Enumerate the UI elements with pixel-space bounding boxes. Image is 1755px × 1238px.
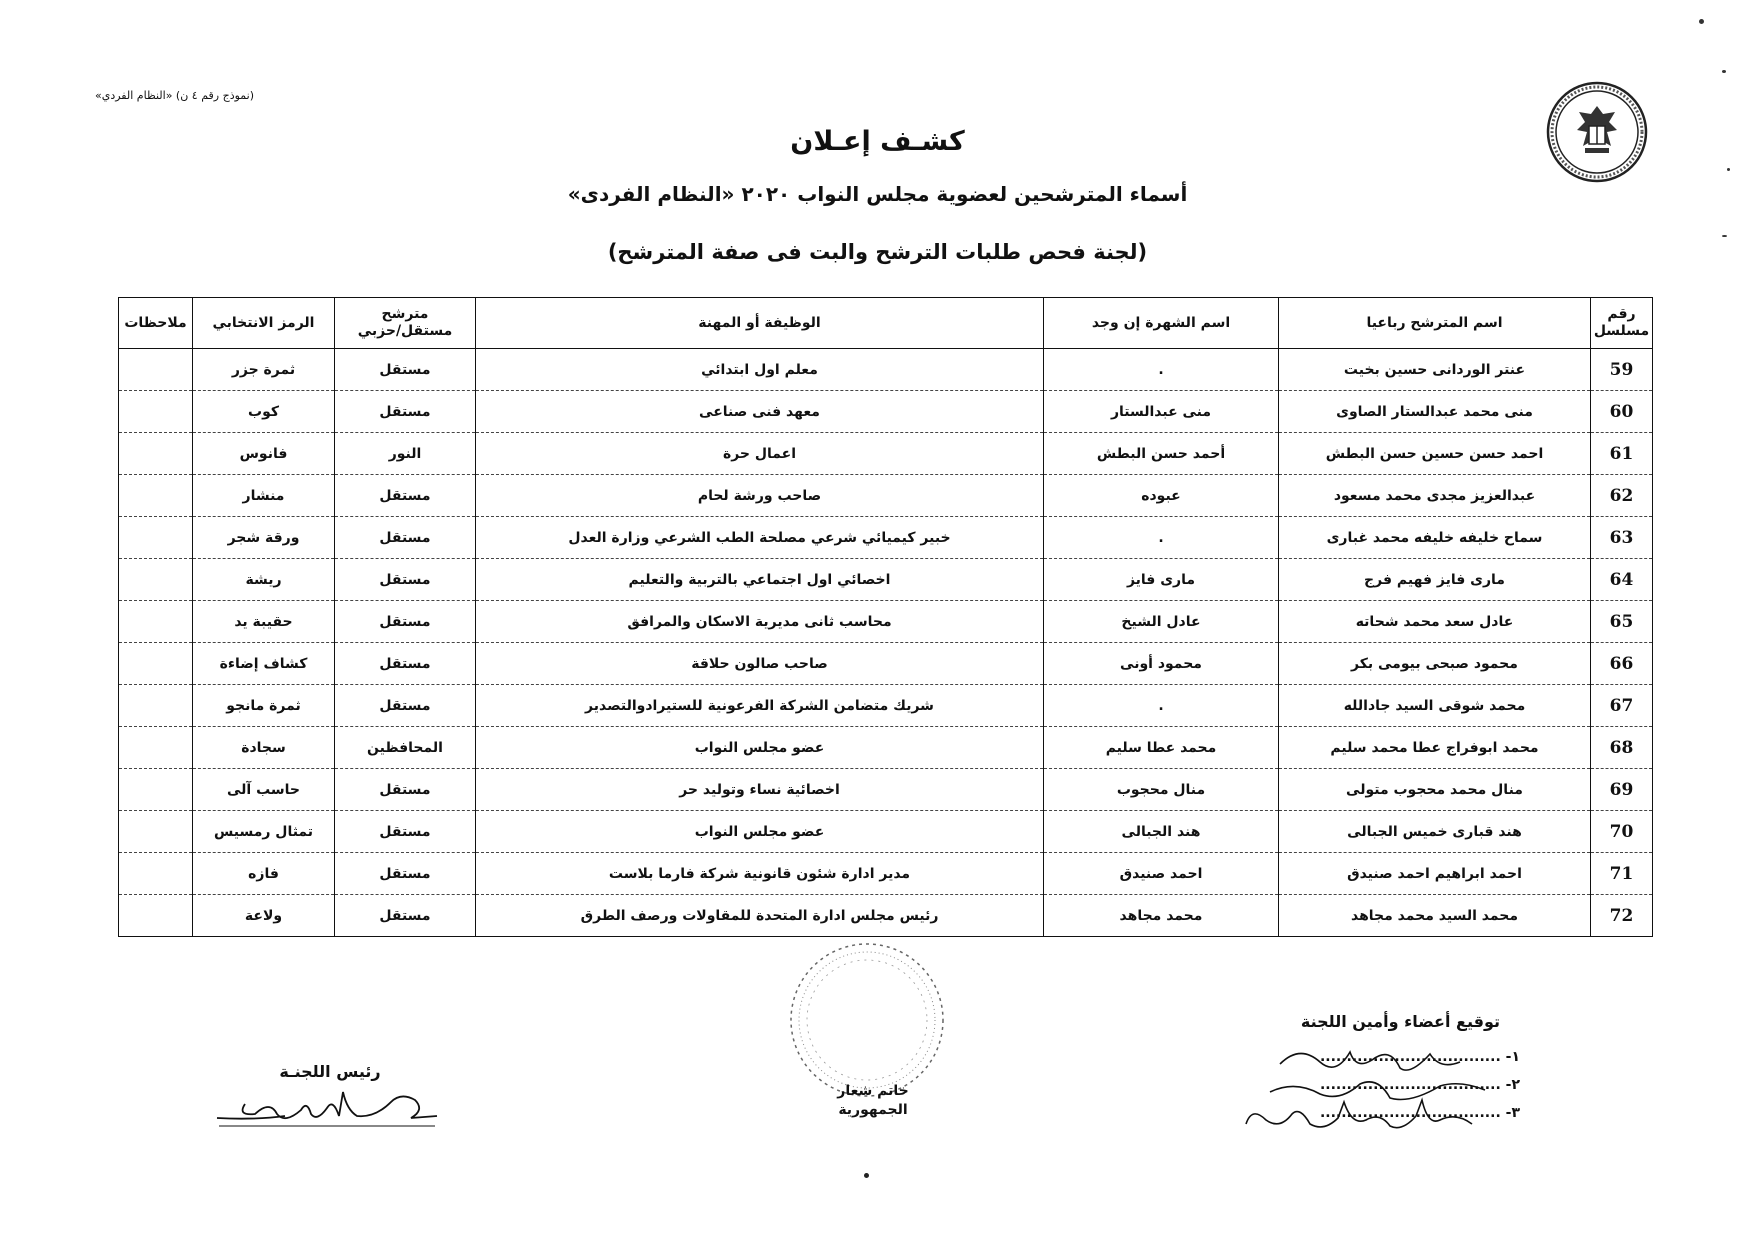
table-row xyxy=(119,349,1653,391)
cell-nickname: محمد عطا سليم xyxy=(1044,727,1279,769)
cell-name: هند قبارى خميس الجبالى xyxy=(1279,811,1591,853)
header-notes: ملاحظات xyxy=(119,298,193,349)
cell-occupation: صاحب ورشة لحام xyxy=(476,475,1044,517)
table-row xyxy=(119,685,1653,727)
cell-affiliation: مستقل xyxy=(335,349,476,391)
table-row xyxy=(119,727,1653,769)
cell-serial: 66 xyxy=(1591,643,1653,685)
cell-notes xyxy=(119,769,193,811)
cell-notes xyxy=(119,433,193,475)
cell-notes xyxy=(119,643,193,685)
cell-symbol: سجادة xyxy=(193,727,335,769)
header-symbol: الرمز الانتخابي xyxy=(193,298,335,349)
cell-notes xyxy=(119,853,193,895)
cell-occupation: خبير كيميائي شرعي مصلحة الطب الشرعي وزارة العدل xyxy=(476,517,1044,559)
cell-affiliation: مستقل xyxy=(335,685,476,727)
cell-serial: 64 xyxy=(1591,559,1653,601)
cell-nickname: . xyxy=(1044,685,1279,727)
table-row xyxy=(119,559,1653,601)
cell-serial: 59 xyxy=(1591,349,1653,391)
candidates-table xyxy=(118,297,1653,937)
chair-label: رئيس اللجنـة xyxy=(279,1062,381,1081)
table-row xyxy=(119,475,1653,517)
cell-name: احمد ابراهيم احمد صنيدق xyxy=(1279,853,1591,895)
cell-affiliation: مستقل xyxy=(335,853,476,895)
cell-affiliation: مستقل xyxy=(335,517,476,559)
page-subtitle: أسماء المترشحين لعضوية مجلس النواب ٢٠٢٠ «النظام الفردى» xyxy=(567,182,1188,206)
cell-serial: 69 xyxy=(1591,769,1653,811)
cell-occupation: اخصائية نساء وتوليد حر xyxy=(476,769,1044,811)
cell-notes xyxy=(119,349,193,391)
cell-affiliation: النور xyxy=(335,433,476,475)
header-nickname: اسم الشهرة إن وجد xyxy=(1044,298,1279,349)
cell-nickname: احمد صنيدق xyxy=(1044,853,1279,895)
table-row xyxy=(119,433,1653,475)
cell-occupation: عضو مجلس النواب xyxy=(476,811,1044,853)
cell-notes xyxy=(119,475,193,517)
cell-symbol: تمثال رمسيس xyxy=(193,811,335,853)
cell-affiliation: مستقل xyxy=(335,559,476,601)
table-row xyxy=(119,811,1653,853)
cell-symbol: ولاعة xyxy=(193,895,335,937)
cell-notes xyxy=(119,391,193,433)
cell-notes xyxy=(119,601,193,643)
cell-name: سماح خليفه خليفه محمد غبارى xyxy=(1279,517,1591,559)
cell-serial: 63 xyxy=(1591,517,1653,559)
cell-symbol: فازه xyxy=(193,853,335,895)
cell-occupation: معهد فنى صناعى xyxy=(476,391,1044,433)
cell-nickname: مارى فايز xyxy=(1044,559,1279,601)
table-row xyxy=(119,853,1653,895)
republic-seal-stamp xyxy=(787,940,947,1100)
cell-occupation: عضو مجلس النواب xyxy=(476,727,1044,769)
table-row xyxy=(119,643,1653,685)
cell-occupation: مدير ادارة شئون قانونية شركة فارما بلاست xyxy=(476,853,1044,895)
cell-symbol: كوب xyxy=(193,391,335,433)
cell-name: عنتر الوردانى حسين بخيت xyxy=(1279,349,1591,391)
cell-nickname: محمود أونى xyxy=(1044,643,1279,685)
table-row xyxy=(119,601,1653,643)
chair-signature xyxy=(215,1080,440,1136)
cell-affiliation: مستقل xyxy=(335,391,476,433)
cell-notes xyxy=(119,559,193,601)
cell-name: منال محمد محجوب متولى xyxy=(1279,769,1591,811)
cell-name: مارى فايز فهيم فرج xyxy=(1279,559,1591,601)
cell-occupation: محاسب ثانى مديرية الاسكان والمرافق xyxy=(476,601,1044,643)
cell-nickname: . xyxy=(1044,349,1279,391)
scan-speck xyxy=(1727,168,1730,171)
cell-affiliation: مستقل xyxy=(335,475,476,517)
cell-name: عادل سعد محمد شحاته xyxy=(1279,601,1591,643)
cell-nickname: منى عبدالستار xyxy=(1044,391,1279,433)
cell-nickname: هند الجبالى xyxy=(1044,811,1279,853)
cell-name: عبدالعزيز مجدى محمد مسعود xyxy=(1279,475,1591,517)
candidates-table-container xyxy=(118,297,1652,937)
cell-occupation: شريك متضامن الشركة الفرعونية للستيرادوالتصدير xyxy=(476,685,1044,727)
cell-symbol: فانوس xyxy=(193,433,335,475)
cell-occupation: اخصائي اول اجتماعي بالتربية والتعليم xyxy=(476,559,1044,601)
cell-nickname: عبوده xyxy=(1044,475,1279,517)
header-occupation: الوظيفة أو المهنة xyxy=(476,298,1044,349)
cell-nickname: أحمد حسن البطش xyxy=(1044,433,1279,475)
scan-speck xyxy=(1722,70,1726,73)
cell-occupation: رئيس مجلس ادارة المتحدة للمقاولات ورصف الطرق xyxy=(476,895,1044,937)
header-serial: رقم مسلسل xyxy=(1591,298,1653,349)
table-body xyxy=(119,349,1653,937)
cell-symbol: ثمرة جزر xyxy=(193,349,335,391)
table-row xyxy=(119,391,1653,433)
cell-symbol: كشاف إضاءة xyxy=(193,643,335,685)
cell-symbol: ورقة شجر xyxy=(193,517,335,559)
cell-serial: 68 xyxy=(1591,727,1653,769)
cell-symbol: حاسب آلى xyxy=(193,769,335,811)
cell-symbol: حقيبة يد xyxy=(193,601,335,643)
cell-serial: 71 xyxy=(1591,853,1653,895)
stamp-dot xyxy=(864,1173,869,1178)
cell-nickname: محمد مجاهد xyxy=(1044,895,1279,937)
member-line-1: ١- .................................. xyxy=(1319,1049,1520,1065)
scan-speck xyxy=(1722,235,1727,237)
scan-speck xyxy=(1699,19,1704,24)
cell-serial: 65 xyxy=(1591,601,1653,643)
cell-notes xyxy=(119,727,193,769)
cell-serial: 61 xyxy=(1591,433,1653,475)
cell-serial: 70 xyxy=(1591,811,1653,853)
cell-nickname: منال محجوب xyxy=(1044,769,1279,811)
cell-name: محمد شوقى السيد جادالله xyxy=(1279,685,1591,727)
cell-notes xyxy=(119,811,193,853)
cell-affiliation: مستقل xyxy=(335,643,476,685)
cell-occupation: معلم اول ابتدائي xyxy=(476,349,1044,391)
cell-name: محمود صبحى بيومى بكر xyxy=(1279,643,1591,685)
cell-name: محمد ابوفراج عطا محمد سليم xyxy=(1279,727,1591,769)
cell-symbol: ريشة xyxy=(193,559,335,601)
cell-serial: 72 xyxy=(1591,895,1653,937)
cell-notes xyxy=(119,517,193,559)
members-label: توقيع أعضاء وأمين اللجنة xyxy=(1300,1012,1500,1031)
table-row xyxy=(119,895,1653,937)
cell-affiliation: مستقل xyxy=(335,895,476,937)
stamp-caption: خاتم شعار الجمهورية xyxy=(837,1083,909,1118)
cell-symbol: ثمرة مانجو xyxy=(193,685,335,727)
form-number-label: (نموذج رقم ٤ ن) «النظام الفردي» xyxy=(95,89,254,102)
table-row xyxy=(119,769,1653,811)
member-line-3: ٣- .................................. xyxy=(1319,1105,1520,1121)
cell-notes xyxy=(119,685,193,727)
page-title: كشـف إعـلان xyxy=(790,126,965,157)
cell-symbol: منشار xyxy=(193,475,335,517)
cell-occupation: اعمال حرة xyxy=(476,433,1044,475)
cell-affiliation: المحافظين xyxy=(335,727,476,769)
table-row xyxy=(119,517,1653,559)
cell-serial: 62 xyxy=(1591,475,1653,517)
cell-notes xyxy=(119,895,193,937)
table-header-row xyxy=(119,298,1653,349)
cell-name: منى محمد عبدالستار الصاوى xyxy=(1279,391,1591,433)
cell-nickname: عادل الشيخ xyxy=(1044,601,1279,643)
members-signatures xyxy=(1240,1040,1510,1140)
header-name: اسم المترشح رباعيا xyxy=(1279,298,1591,349)
member-line-2: ٢- .................................. xyxy=(1319,1077,1520,1093)
cell-name: محمد السيد محمد مجاهد xyxy=(1279,895,1591,937)
cell-serial: 67 xyxy=(1591,685,1653,727)
cell-affiliation: مستقل xyxy=(335,811,476,853)
cell-serial: 60 xyxy=(1591,391,1653,433)
cell-occupation: صاحب صالون حلاقة xyxy=(476,643,1044,685)
committee-name: (لجنة فحص طلبات الترشح والبت فى صفة المترشح) xyxy=(607,240,1148,264)
cell-nickname: . xyxy=(1044,517,1279,559)
cell-affiliation: مستقل xyxy=(335,601,476,643)
cell-affiliation: مستقل xyxy=(335,769,476,811)
header-affiliation: مترشح مستقل/حزبي xyxy=(335,298,476,349)
cell-name: احمد حسن حسين حسن البطش xyxy=(1279,433,1591,475)
